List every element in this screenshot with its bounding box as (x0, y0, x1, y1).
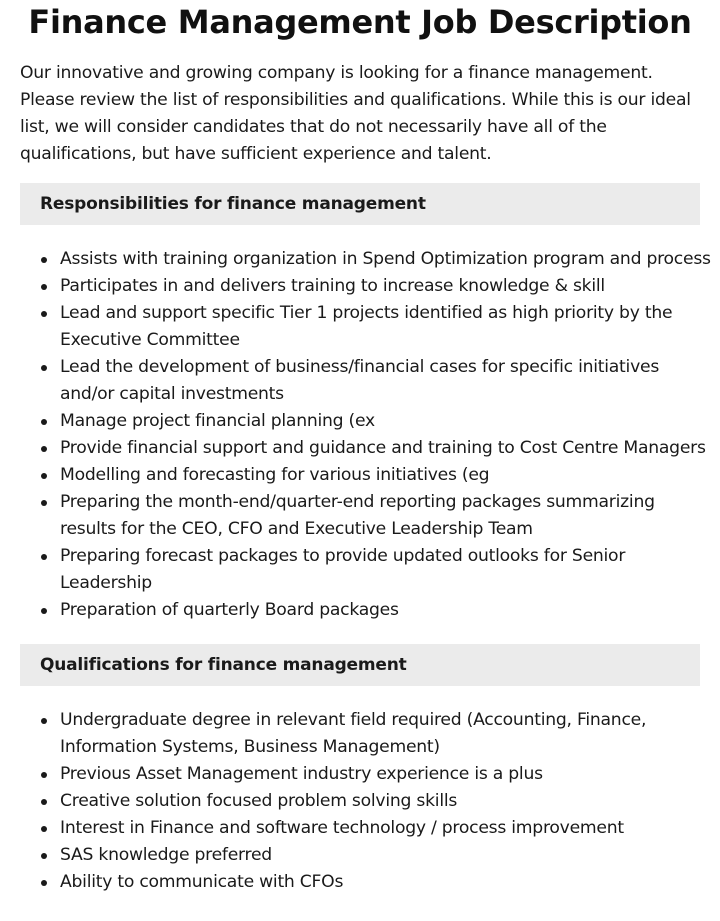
responsibilities-heading: Responsibilities for finance management (20, 183, 700, 225)
list-item-text: Provide financial support and guidance and training to Cost Centre Managers (60, 438, 706, 458)
list-item-text: Ability to communicate with CFOs (60, 872, 344, 892)
bullet-icon (41, 608, 47, 614)
page-title: Finance Management Job Description (28, 3, 692, 41)
list-item-text: Undergraduate degree in relevant field required (Accounting, Finance, Information Systems, Business Management) (60, 710, 647, 757)
bullet-icon (41, 853, 47, 859)
list-item (20, 246, 711, 273)
list-item (20, 842, 700, 869)
list-item-text: Preparing forecast packages to provide updated outlooks for Senior Leadership (60, 546, 626, 593)
list-item-text: Manage project financial planning (ex (60, 411, 375, 431)
list-item-text: Lead the development of business/financial cases for specific initiatives and/or capital investments (60, 357, 660, 404)
list-item (20, 815, 700, 842)
bullet-icon (41, 419, 47, 425)
bullet-icon (41, 826, 47, 832)
list-item (20, 300, 700, 354)
list-item-text: Preparing the month-end/quarter-end reporting packages summarizing results for the CEO, CFO and Executive Leadership Team (60, 492, 655, 539)
list-item-text: Preparation of quarterly Board packages (60, 600, 399, 620)
bullet-icon (41, 311, 47, 317)
bullet-icon (41, 772, 47, 778)
bullet-icon (41, 554, 47, 560)
bullet-icon (41, 718, 47, 724)
list-item-text: Previous Asset Management industry experience is a plus (60, 764, 543, 784)
list-item (20, 707, 700, 761)
list-item (20, 273, 700, 300)
list-item-text: Creative solution focused problem solving skills (60, 791, 458, 811)
list-item-text: Assists with training organization in Spend Optimization program and process (60, 249, 711, 269)
bullet-icon (41, 473, 47, 479)
list-item (20, 543, 700, 597)
list-item-text: Lead and support specific Tier 1 projects identified as high priority by the Executive Committee (60, 303, 673, 350)
qualifications-list (20, 707, 700, 896)
bullet-icon (41, 880, 47, 886)
bullet-icon (41, 284, 47, 290)
responsibilities-list (20, 246, 711, 624)
bullet-icon (41, 365, 47, 371)
list-item-text: SAS knowledge preferred (60, 845, 272, 865)
list-item (20, 597, 700, 624)
list-item (20, 869, 700, 896)
list-item (20, 435, 706, 462)
list-item-text: Modelling and forecasting for various initiatives (eg (60, 465, 490, 485)
list-item (20, 489, 700, 543)
list-item (20, 761, 700, 788)
bullet-icon (41, 500, 47, 506)
bullet-icon (41, 446, 47, 452)
bullet-icon (41, 799, 47, 805)
list-item-text: Interest in Finance and software technology / process improvement (60, 818, 624, 838)
list-item (20, 462, 700, 489)
list-item-text: Participates in and delivers training to increase knowledge & skill (60, 276, 605, 296)
qualifications-heading: Qualifications for finance management (20, 644, 700, 686)
bullet-icon (41, 257, 47, 263)
intro-paragraph: Our innovative and growing company is looking for a finance management. Please review the list of responsibilities and qualifications. While this is our ideal list, we will consider candidates that do not necessarily have all of the qualifications, but have sufficient experience and talent. (20, 63, 691, 164)
list-item (20, 408, 700, 435)
list-item (20, 354, 700, 408)
list-item (20, 788, 700, 815)
